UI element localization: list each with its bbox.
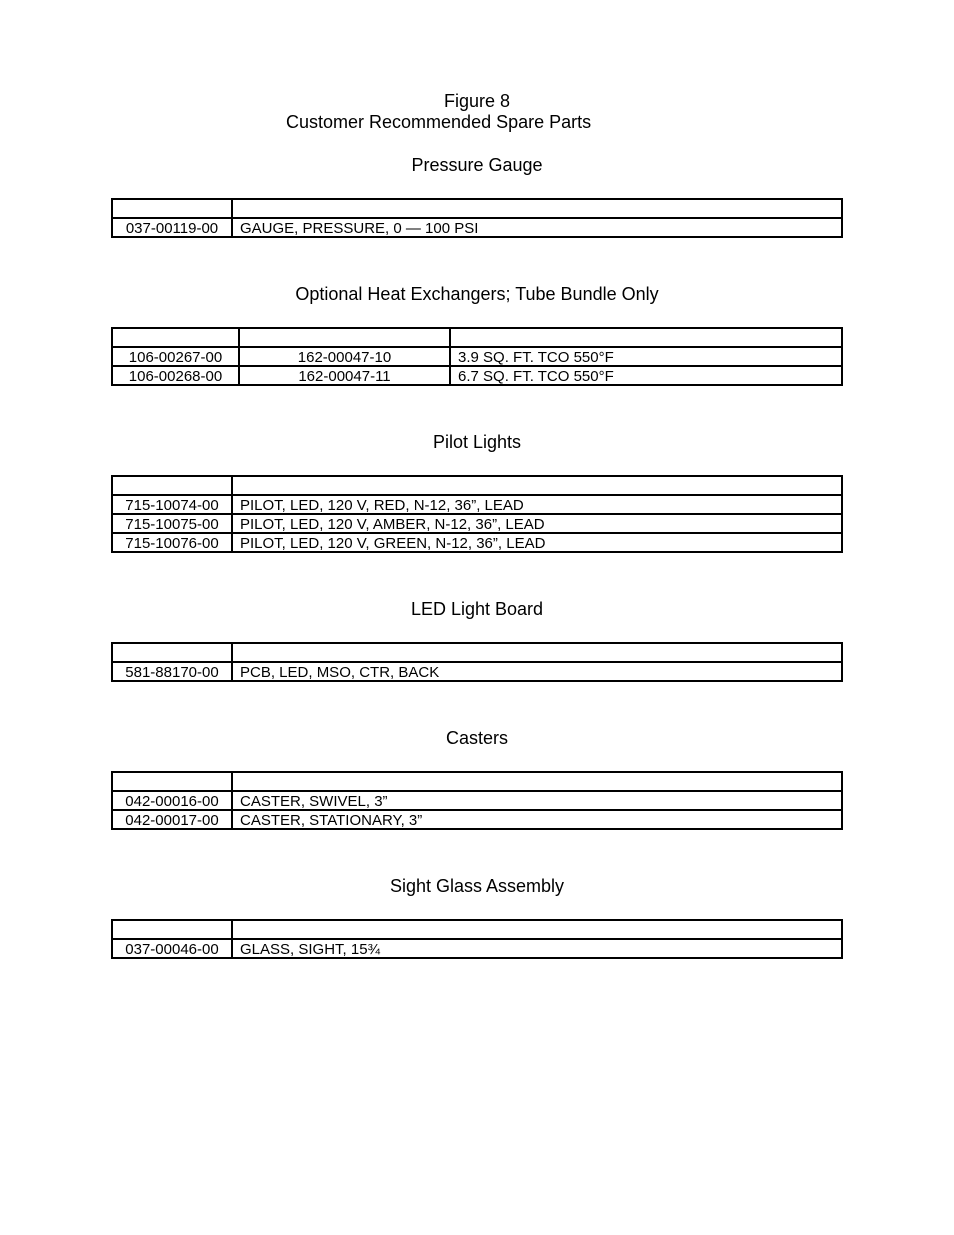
table-row	[112, 218, 842, 237]
figure-number: Figure 8	[443, 91, 511, 111]
header-cell	[112, 772, 232, 791]
table-header-row	[112, 328, 842, 347]
part-number-cell: 042-00017-00	[112, 810, 232, 829]
parts-table-pilot-lights	[111, 475, 843, 553]
header-cell	[112, 476, 232, 495]
table-row	[112, 810, 842, 829]
header-cell	[239, 328, 450, 347]
figure-caption: Customer Recommended Spare Parts	[286, 112, 592, 132]
table-header-row	[112, 643, 842, 662]
part-number-cell: 042-00016-00	[112, 791, 232, 810]
table-row	[112, 495, 842, 514]
part-number-cell: 715-10074-00	[112, 495, 232, 514]
description-cell: 6.7 SQ. FT. TCO 550°F	[450, 366, 842, 385]
parts-table-casters	[111, 771, 843, 830]
table-row	[112, 514, 842, 533]
parts-table-heat-exchangers	[111, 327, 843, 386]
part-number-cell: 715-10075-00	[112, 514, 232, 533]
header-cell	[112, 920, 232, 939]
parts-table-led-light-board	[111, 642, 843, 682]
table-row	[112, 533, 842, 552]
section-title-led-light-board: LED Light Board	[410, 599, 544, 619]
section-title-sight-glass: Sight Glass Assembly	[389, 876, 565, 896]
description-cell: 3.9 SQ. FT. TCO 550°F	[450, 347, 842, 366]
description-cell: PCB, LED, MSO, CTR, BACK	[232, 662, 842, 681]
part-number-cell: 037-00046-00	[112, 939, 232, 958]
section-title-heat-exchangers: Optional Heat Exchangers; Tube Bundle Only	[295, 284, 659, 304]
description-cell: GAUGE, PRESSURE, 0 — 100 PSI	[232, 218, 842, 237]
table-header-row	[112, 476, 842, 495]
parts-table-pressure-gauge	[111, 198, 843, 238]
table-header-row	[112, 920, 842, 939]
description-cell: PILOT, LED, 120 V, RED, N-12, 36”, LEAD	[232, 495, 842, 514]
header-cell	[112, 643, 232, 662]
header-cell	[112, 328, 239, 347]
header-cell	[450, 328, 842, 347]
part-number-cell: 162-00047-10	[239, 347, 450, 366]
description-cell: PILOT, LED, 120 V, AMBER, N-12, 36”, LEAD	[232, 514, 842, 533]
part-number-cell: 581-88170-00	[112, 662, 232, 681]
header-cell	[112, 199, 232, 218]
header-cell	[232, 920, 842, 939]
table-row	[112, 939, 842, 958]
table-row	[112, 662, 842, 681]
header-cell	[232, 772, 842, 791]
part-number-cell: 715-10076-00	[112, 533, 232, 552]
table-row	[112, 347, 842, 366]
table-row	[112, 791, 842, 810]
table-header-row	[112, 199, 842, 218]
part-number-cell: 106-00267-00	[112, 347, 239, 366]
table-header-row	[112, 772, 842, 791]
section-title-pressure-gauge: Pressure Gauge	[411, 155, 543, 175]
part-number-cell: 037-00119-00	[112, 218, 232, 237]
header-cell	[232, 476, 842, 495]
part-number-cell: 106-00268-00	[112, 366, 239, 385]
header-cell	[232, 643, 842, 662]
description-cell: CASTER, SWIVEL, 3”	[232, 791, 842, 810]
description-cell: PILOT, LED, 120 V, GREEN, N-12, 36”, LEAD	[232, 533, 842, 552]
description-cell: CASTER, STATIONARY, 3”	[232, 810, 842, 829]
header-cell	[232, 199, 842, 218]
section-title-casters: Casters	[445, 728, 508, 748]
parts-table-sight-glass	[111, 919, 843, 959]
section-title-pilot-lights: Pilot Lights	[432, 432, 522, 452]
table-row	[112, 366, 842, 385]
description-cell: GLASS, SIGHT, 15¾	[232, 939, 842, 958]
part-number-cell: 162-00047-11	[239, 366, 450, 385]
